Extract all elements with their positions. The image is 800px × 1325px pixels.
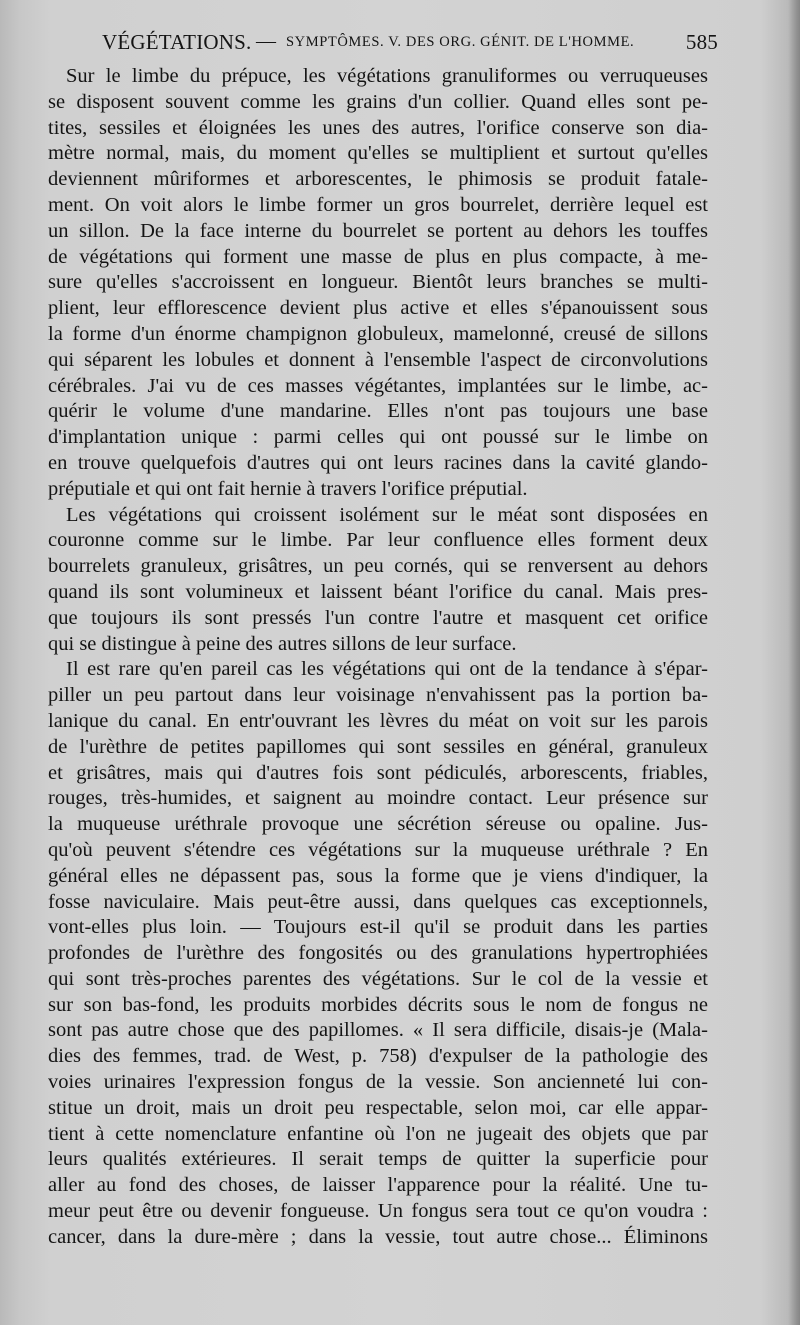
- text-line: couronne comme sur le limbe. Par leur confluence elles forment deux: [48, 529, 708, 552]
- text-line: mètre normal, mais, du moment qu'elles se multiplient et surtout qu'elles: [48, 142, 708, 165]
- text-line: un sillon. De la face interne du bourrelet se portent au dehors les touffes: [48, 219, 708, 242]
- text-line: tites, sessiles et éloignées les unes des autres, l'orifice conserve son dia-: [48, 116, 708, 139]
- header-dash: —: [256, 30, 277, 52]
- text-line: Sur le limbe du prépuce, les végétations granuliformes ou verruqueuses: [66, 65, 708, 87]
- text-line: en trouve quelquefois d'autres qui ont leurs racines dans la cavité glando-: [48, 451, 708, 474]
- text-line: bourrelets granuleux, grisâtres, un peu cornés, qui se renversent au dehors: [48, 555, 708, 578]
- text-line: deviennent mûriformes et arborescentes, le phimosis se produit fatale-: [48, 168, 708, 191]
- text-line: préputiale et qui ont fait hernie à travers l'orifice préputial.: [48, 477, 528, 500]
- page-edge-shadow: [788, 0, 800, 1325]
- text-line: Il est rare qu'en pareil cas les végétations qui ont de la tendance à s'épar-: [66, 658, 708, 681]
- text-line: aller au fond des choses, de laisser l'apparence pour la réalité. Une tu-: [48, 1174, 708, 1197]
- text-line: fosse naviculaire. Mais peut-être aussi, dans quelques cas exceptionnels,: [48, 890, 708, 913]
- text-line: cérébrales. J'ai vu de ces masses végétantes, implantées sur le limbe, ac-: [48, 374, 708, 397]
- text-line: de végétations qui forment une masse de plus en plus compacte, à me-: [48, 245, 708, 268]
- text-line: plient, leur efflorescence devient plus active et elles s'épanouissent sous: [48, 297, 708, 320]
- text-line: dies des femmes, trad. de West, p. 758) d'expulser de la pathologie des: [48, 1045, 708, 1068]
- text-line: qui séparent les lobules et donnent à l'ensemble l'aspect de circonvolutions: [48, 348, 708, 371]
- text-line: ment. On voit alors le limbe former un gros bourrelet, derrière lequel est: [48, 193, 708, 216]
- text-line: qu'où peuvent s'étendre ces végétations sur la muqueuse uréthrale ? En: [48, 838, 708, 861]
- text-line: la forme d'un énorme champignon globuleux, mamelonné, creusé de sillons: [48, 322, 708, 345]
- running-subtitle: SYMPTÔMES. V. DES ORG. GÉNIT. DE L'HOMME.: [286, 34, 635, 50]
- body-text: [48, 64, 708, 1251]
- text-line: général elles ne dépassent pas, sous la forme que je viens d'indiquer, la: [48, 864, 708, 887]
- text-line: leurs qualités extérieures. Il serait temps de quitter la superficie pour: [48, 1148, 708, 1171]
- text-line: la muqueuse uréthrale provoque une sécrétion séreuse ou opaline. Jus-: [48, 813, 708, 836]
- text-line: sont pas autre chose que des papillomes. « Il sera difficile, disais-je (Mala-: [48, 1019, 708, 1042]
- text-line: se disposent souvent comme les grains d'un collier. Quand elles sont pe-: [48, 90, 708, 113]
- text-line: de l'urèthre de petites papillomes qui sont sessiles en général, granuleux: [48, 735, 708, 758]
- text-line: quérir le volume d'une mandarine. Elles n'ont pas toujours une base: [48, 400, 708, 423]
- text-line: sure qu'elles s'accroissent en longueur. Bientôt leurs branches se multi-: [48, 271, 708, 294]
- text-line: Les végétations qui croissent isolément sur le méat sont disposées en: [66, 503, 708, 526]
- running-title: VÉGÉTATIONS.: [102, 30, 252, 54]
- text-line: stitue un droit, mais un droit peu respectable, selon moi, car elle appar-: [48, 1096, 708, 1119]
- text-line: d'implantation unique : parmi celles qui ont poussé sur le limbe on: [48, 426, 708, 449]
- text-line: meur peut être ou devenir fongueuse. Un fongus sera tout ce qu'on voudra :: [48, 1200, 708, 1223]
- text-line: profondes de l'urèthre des fongosités ou des granulations hypertrophiées: [48, 942, 708, 965]
- text-line: vont-elles plus loin. — Toujours est-il qu'il se produit dans les parties: [48, 916, 708, 939]
- text-line: cancer, dans la dure-mère ; dans la vessie, tout autre chose... Éliminons: [48, 1225, 708, 1248]
- text-line: rouges, très-humides, et saignent au moindre contact. Leur présence sur: [48, 787, 708, 810]
- text-line: et grisâtres, mais qui d'autres fois sont pédiculés, arborescents, friables,: [48, 761, 708, 784]
- text-line: lanique du canal. En entr'ouvrant les lèvres du méat on voit sur les parois: [48, 709, 708, 732]
- text-line: quand ils sont volumineux et laissent béant l'orifice du canal. Mais pres-: [48, 580, 708, 603]
- page-number: 585: [685, 30, 718, 54]
- text-line: sur son bas-fond, les produits morbides décrits sous le nom de fongus ne: [48, 993, 708, 1016]
- text-line: que toujours ils sont pressés l'un contre l'autre et masquent cet orifice: [48, 606, 708, 629]
- text-line: piller un peu partout dans leur voisinage n'envahissent pas la portion ba-: [48, 684, 708, 707]
- text-line: qui sont très-proches parentes des végétations. Sur le col de la vessie et: [48, 967, 708, 990]
- text-line: voies urinaires l'expression fongus de la vessie. Son ancienneté lui con-: [48, 1071, 708, 1094]
- running-header: [102, 26, 718, 60]
- text-line: tient à cette nomenclature enfantine où l'on ne jugeait des objets que par: [48, 1122, 708, 1145]
- text-line: qui se distingue à peine des autres sillons de leur surface.: [48, 632, 517, 655]
